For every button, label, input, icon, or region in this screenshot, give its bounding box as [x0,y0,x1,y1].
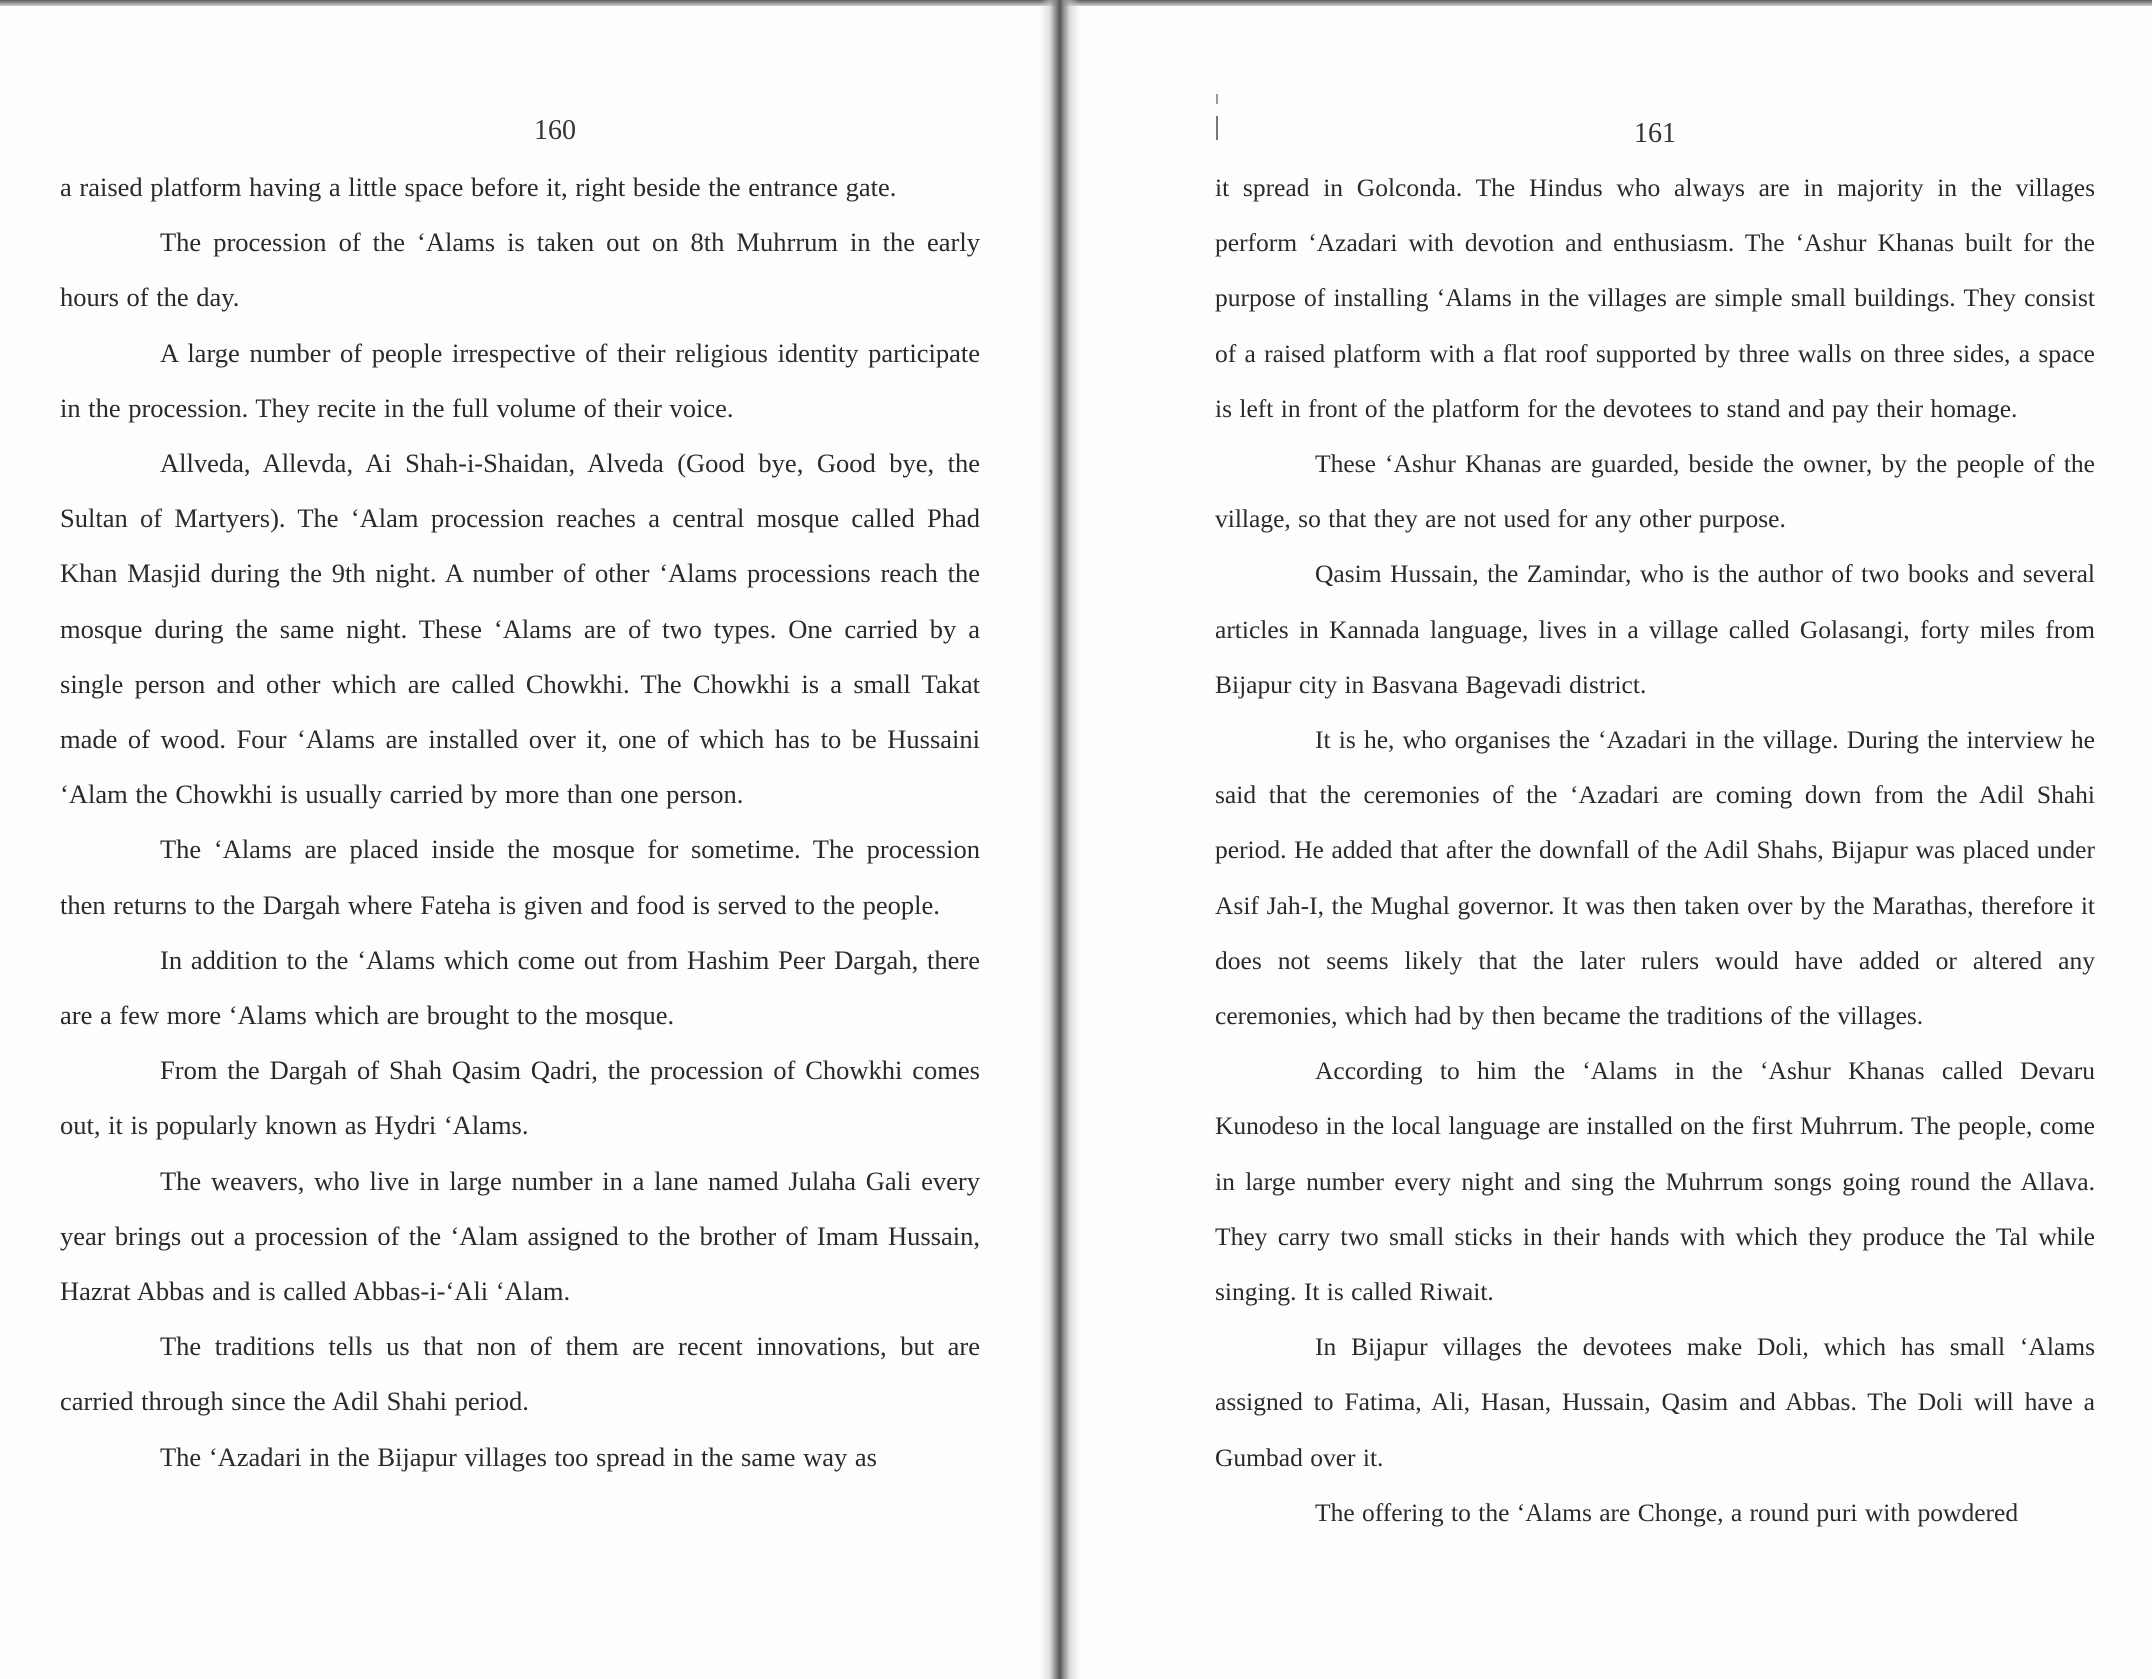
paragraph: The ‘Azadari in the Bijapur villages too spread in the same way as [160,1441,877,1472]
paragraph: Qasim Hussain, the Zamindar, who is the author of two books and several articles in Kannada language, lives in a village called Golasangi, forty miles from Bijapur city in Basvana Bagevadi district. [1215,559,2095,699]
paragraph: it spread in Golconda. The Hindus who always are in majority in the villages perform ‘Azadari with devotion and enthusiasm. The ‘Ashur Khanas built for the purpose of installing ‘Alams in the villages are simple small buildings. They consist of a raised platform with a flat roof supported by three walls on three sides, a space is left in front of the platform for the devotees to stand and pay their homage. [1215,173,2095,423]
right-page-text [1215,160,2095,1540]
paragraph: These ‘Ashur Khanas are guarded, beside the owner, by the people of the village, so that they are not used for any other purpose. [1215,449,2095,534]
paragraph: In Bijapur villages the devotees make Doli, which has small ‘Alams assigned to Fatima, Ali, Hasan, Hussain, Qasim and Abbas. The Doli will have a Gumbad over it. [1215,1332,2095,1472]
paragraph: The procession of the ‘Alams is taken out on 8th Muhrrum in the early hours of the day. [60,227,980,313]
right-page [1215,0,2095,1679]
paragraph: The ‘Alams are placed inside the mosque for sometime. The procession then returns to the Dargah where Fateha is given and food is served to the people. [60,834,980,920]
book-spine [1040,0,1080,1679]
paragraph: Allveda, Allevda, Ai Shah-i-Shaidan, Alveda (Good bye, Good bye, the Sultan of Martyers). The ‘Alam procession reaches a central mosque called Phad Khan Masjid during the 9th night. A number of other ‘Alams processions reach the mosque during the same night. These ‘Alams are of two types. One carried by a single person and other which are called Chowkhi. The Chowkhi is a small Takat made of wood. Four ‘Alams are installed over it, one of which has to be Hussaini ‘Alam the Chowkhi is usually carried by more than one person. [60,448,980,810]
paragraph: a raised platform having a little space before it, right beside the entrance gate. [60,172,897,202]
left-page-text [60,160,980,1485]
paragraph: From the Dargah of Shah Qasim Qadri, the procession of Chowkhi comes out, it is popularly known as Hydri ‘Alams. [60,1055,980,1141]
paragraph: The offering to the ‘Alams are Chonge, a round puri with powdered [1315,1497,2019,1527]
paragraph: A large number of people irrespective of their religious identity participate in the procession. They recite in the full volume of their voice. [60,337,980,423]
paragraph: According to him the ‘Alams in the ‘Ashur Khanas called Devaru Kunodeso in the local language are installed on the first Muhrrum. The people, come in large number every night and sing the Muhrrum songs going round the Allava. They carry two small sticks in their hands with which they produce the Tal while singing. It is called Riwait. [1215,1056,2095,1307]
paragraph: The weavers, who live in large number in a lane named Julaha Gali every year brings out a procession of the ‘Alam assigned to the brother of Imam Hussain, Hazrat Abbas and is called Abbas-i-‘Ali ‘Alam. [60,1165,980,1307]
page-number-left: 160 [534,115,576,146]
page-number-right: 161 [1634,118,1676,149]
paragraph: The traditions tells us that non of them are recent innovations, but are carried through since the Adil Shahi period. [60,1331,980,1417]
left-page [60,0,980,1679]
paragraph: In addition to the ‘Alams which come out from Hashim Peer Dargah, there are a few more ‘Alams which are brought to the mosque. [60,944,980,1031]
paragraph: It is he, who organises the ‘Azadari in the village. During the interview he said that the ceremonies of the ‘Azadari are coming down from the Adil Shahi period. He added that after the downfall of the Adil Shahs, Bijapur was placed under Asif Jah-I, the Mughal governor. It was then taken over by the Marathas, therefore it does not seems likely that the later rulers would have added or altered any ceremonies, which had by then became the traditions of the villages. [1215,725,2095,1031]
